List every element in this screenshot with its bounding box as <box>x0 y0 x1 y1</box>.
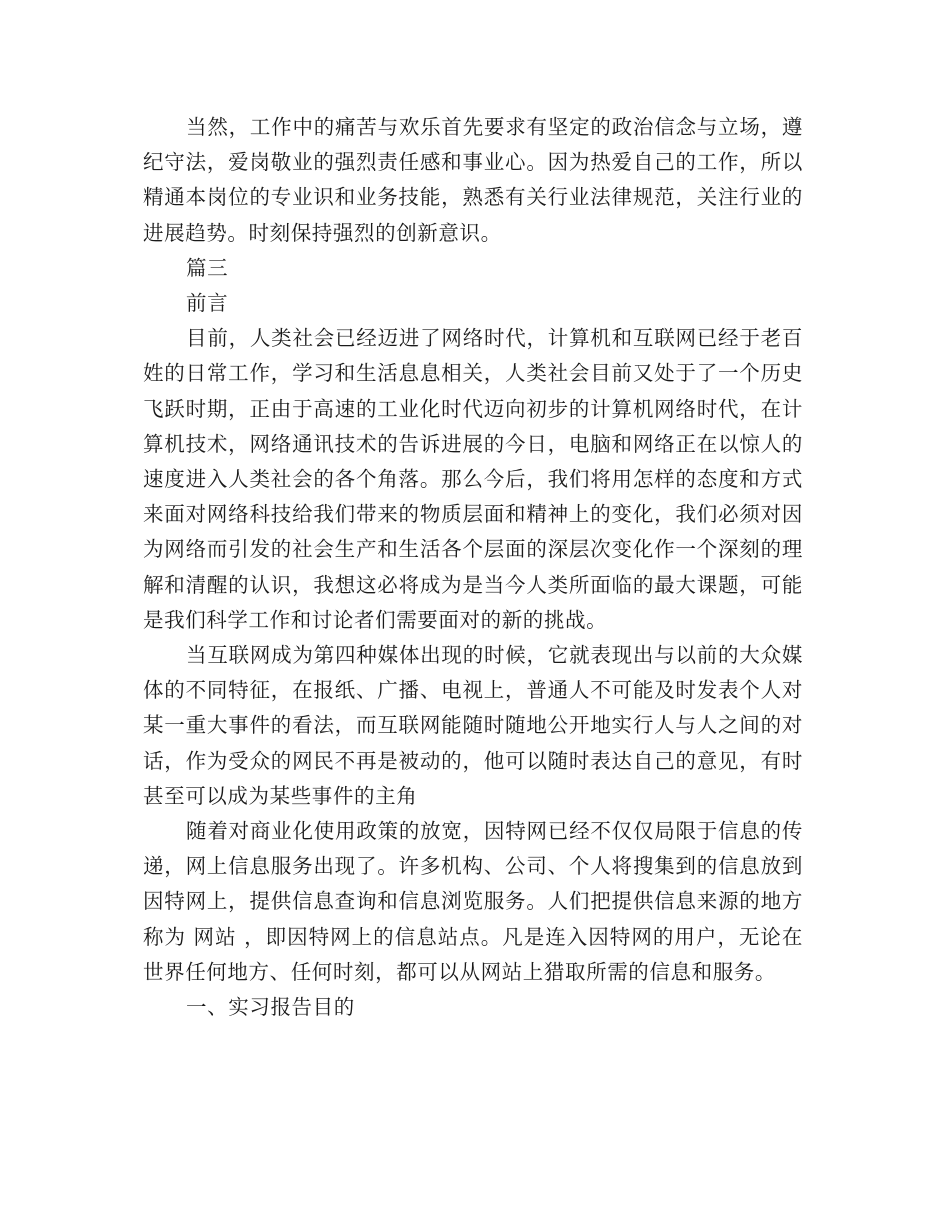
paragraph-fourth-media: 当互联网成为第四种媒体出现的时候，它就表现出与以前的大众媒体的不同特征，在报纸、广播、电视上，普通人不可能及时发表个人对某一重大事件的看法，而互联网能随时随地公开地实行人与人之间的对话，作为受众的网民不再是被动的，他可以随时表达自己的意见，有时甚至可以成为某些事件的主角 <box>143 643 803 808</box>
paragraph-work-attitude: 当然，工作中的痛苦与欢乐首先要求有坚定的政治信念与立场，遵纪守法，爱岗敬业的强烈责任感和事业心。因为热爱自己的工作，所以精通本岗位的专业识和业务技能，熟悉有关行业法律规范，关注行业的进展趋势。时刻保持强烈的创新意识。 <box>143 115 803 245</box>
document-body <box>143 110 803 1025</box>
section-heading-preface: 前言 <box>186 291 229 316</box>
section-heading-part-three: 篇三 <box>186 255 229 280</box>
paragraph-information-services: 随着对商业化使用政策的放宽，因特网已经不仅仅局限于信息的传递，网上信息服务出现了。许多机构、公司、个人将搜集到的信息放到因特网上，提供信息查询和信息浏览服务。人们把提供信息来源的地方称为 网站 ，即因特网上的信息站点。凡是连入因特网的用户，无论在世界任何地方、任何时刻，都可以从网站上猎取所需的信息和服务。 <box>143 819 803 984</box>
paragraph-network-era: 目前，人类社会已经迈进了网络时代，计算机和互联网已经于老百姓的日常工作，学习和生活息息相关，人类社会目前又处于了一个历史飞跃时期，正由于高速的工业化时代迈向初步的计算机网络时代，在计算机技术，网络通讯技术的告诉进展的今日，电脑和网络正在以惊人的速度进入人类社会的各个角落。那么今后，我们将用怎样的态度和方式来面对网络科技给我们带来的物质层面和精神上的变化，我们必须对因为网络而引发的社会生产和生活各个层面的深层次变化作一个深刻的理解和清醒的认识，我想这必将成为是当今人类所面临的最大课题，可能是我们科学工作和讨论者们需要面对的新的挑战。 <box>143 326 803 632</box>
section-heading-report-purpose: 一、实习报告目的 <box>186 995 355 1020</box>
